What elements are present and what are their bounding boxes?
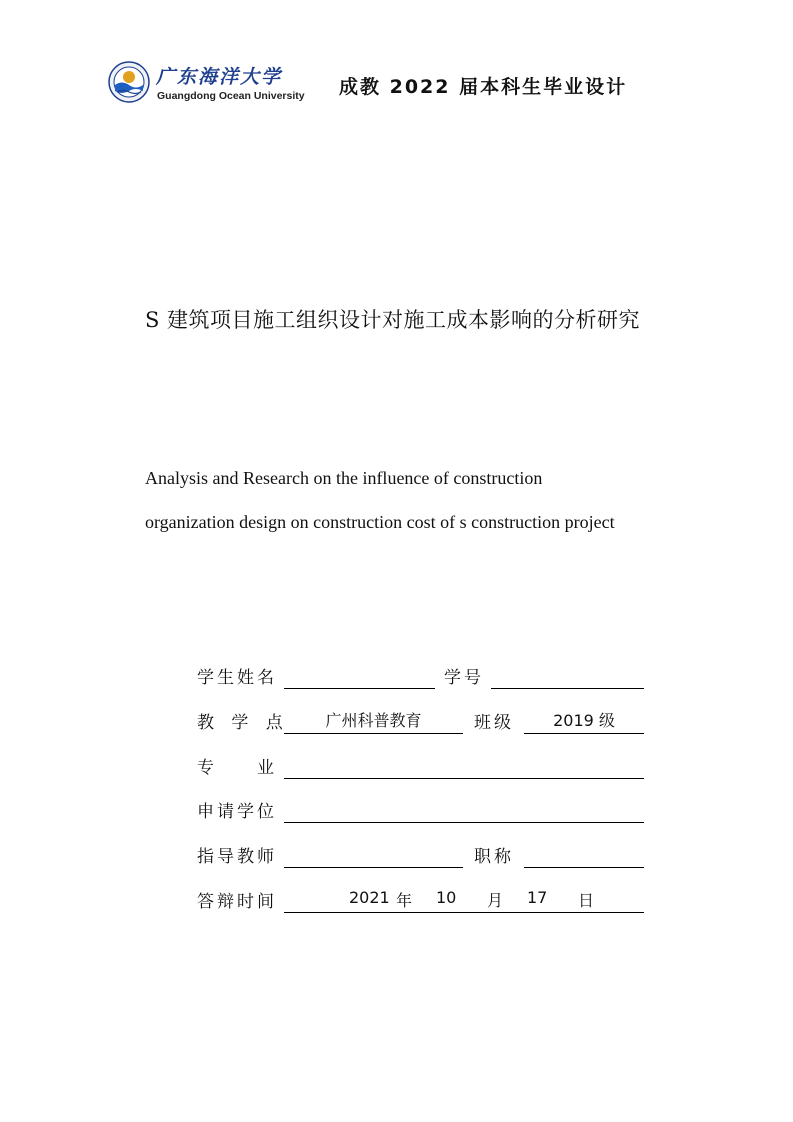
advisor-line	[284, 867, 463, 868]
class-label: 班级	[474, 713, 514, 733]
defense-day-unit: 日	[578, 891, 595, 910]
major-line	[284, 778, 644, 779]
logo-english-name: Guangdong Ocean University	[157, 90, 305, 102]
major-label-2: 业	[257, 758, 277, 778]
logo-chinese-name: 广东海洋大学	[156, 66, 283, 88]
header-title: 成教 2022 届本科生毕业设计	[339, 76, 628, 98]
thesis-title-english-line1: Analysis and Research on the influence of construction	[145, 468, 543, 488]
university-logo	[108, 61, 150, 103]
defense-month: 10	[436, 888, 457, 907]
defense-month-unit: 月	[487, 891, 504, 910]
student-name-line	[284, 688, 435, 689]
student-name-label: 学生姓名	[197, 668, 277, 688]
job-title-label: 职称	[474, 847, 514, 867]
degree-label: 申请学位	[197, 802, 277, 822]
defense-date-line	[284, 912, 644, 913]
thesis-title-chinese: S 建筑项目施工组织设计对施工成本影响的分析研究	[145, 308, 641, 332]
defense-date-label: 答辩时间	[197, 892, 277, 912]
major-label-1: 专	[197, 758, 217, 778]
degree-line	[284, 822, 644, 823]
teaching-site-label: 教 学 点	[197, 713, 289, 733]
defense-year: 2021	[349, 888, 390, 907]
thesis-title-english-line2: organization design on construction cost of s construction project	[145, 512, 615, 532]
defense-day: 17	[527, 888, 548, 907]
advisor-label: 指导教师	[197, 847, 277, 867]
job-title-line	[524, 867, 644, 868]
student-id-line	[491, 688, 644, 689]
class-line	[524, 733, 644, 734]
student-id-label: 学号	[444, 668, 484, 688]
defense-year-unit: 年	[396, 891, 413, 910]
teaching-site-line	[284, 733, 463, 734]
teaching-site-value: 广州科普教育	[325, 711, 422, 730]
class-value: 2019 级	[553, 711, 615, 730]
